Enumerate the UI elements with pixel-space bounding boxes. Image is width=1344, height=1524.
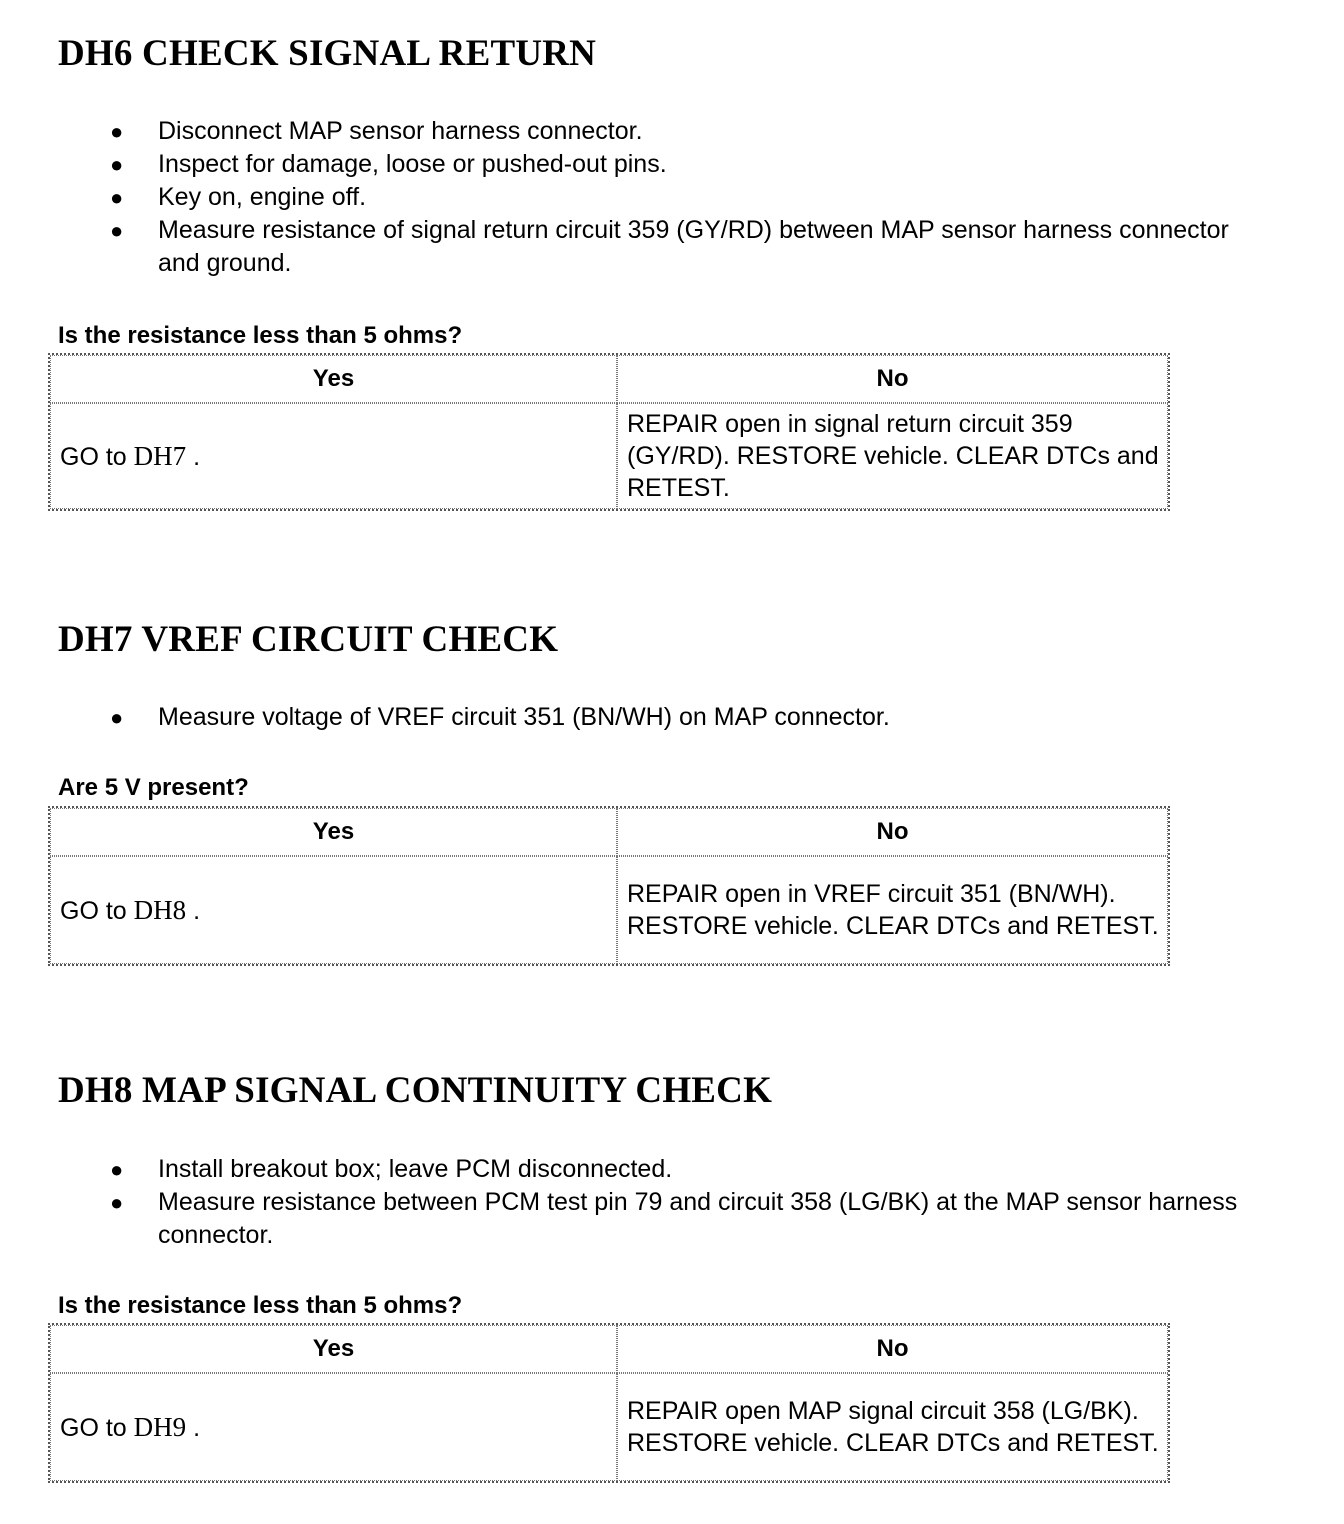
step-text: Measure resistance of signal return circuit 359 (GY/RD) between MAP sensor harness connector and ground. bbox=[158, 216, 1229, 277]
step-list bbox=[0, 1153, 1258, 1252]
goto-prefix: GO to bbox=[60, 442, 127, 471]
goto-link[interactable]: DH9 bbox=[133, 1411, 187, 1442]
step-text: Key on, engine off. bbox=[158, 183, 367, 211]
goto-link[interactable]: DH7 bbox=[133, 440, 187, 471]
goto-prefix: GO to bbox=[60, 1413, 127, 1442]
step-item bbox=[0, 115, 1258, 148]
step-text: Measure resistance between PCM test pin 79 and circuit 358 (LG/BK) at the MAP sensor harness connector. bbox=[158, 1188, 1238, 1249]
bullet-icon: ● bbox=[110, 185, 124, 210]
goto-suffix: . bbox=[193, 442, 201, 471]
bullet-icon: ● bbox=[110, 1190, 124, 1215]
question: Are 5 V present? bbox=[58, 774, 249, 801]
step-item bbox=[0, 1186, 1258, 1252]
no-cell: REPAIR open in signal return circuit 359 (GY/RD). RESTORE vehicle. CLEAR DTCs and RETEST. bbox=[617, 403, 1168, 509]
table-row bbox=[50, 403, 1168, 509]
section-title: DH7 VREF CIRCUIT CHECK bbox=[58, 619, 559, 660]
bullet-icon: ● bbox=[110, 705, 124, 730]
step-text: Inspect for damage, loose or pushed-out pins. bbox=[158, 150, 667, 178]
step-item bbox=[0, 148, 1258, 181]
answer-table bbox=[48, 1323, 1170, 1483]
section-title: DH8 MAP SIGNAL CONTINUITY CHECK bbox=[58, 1070, 773, 1111]
table-row bbox=[50, 1373, 1168, 1481]
bullet-icon: ● bbox=[110, 152, 124, 177]
no-cell: REPAIR open in VREF circuit 351 (BN/WH). RESTORE vehicle. CLEAR DTCs and RETEST. bbox=[617, 856, 1168, 964]
step-text: Measure voltage of VREF circuit 351 (BN/WH) on MAP connector. bbox=[158, 703, 890, 731]
step-text: Install breakout box; leave PCM disconnected. bbox=[158, 1155, 673, 1183]
step-item bbox=[0, 214, 1258, 280]
answer-table bbox=[48, 806, 1170, 966]
bullet-icon: ● bbox=[110, 119, 124, 144]
yes-header: Yes bbox=[50, 1325, 617, 1373]
yes-cell bbox=[50, 403, 617, 509]
yes-cell bbox=[50, 856, 617, 964]
table-header-row bbox=[50, 355, 1168, 403]
goto-suffix: . bbox=[193, 1413, 201, 1442]
step-item bbox=[0, 701, 1258, 734]
table-header-row bbox=[50, 1325, 1168, 1373]
section-title: DH6 CHECK SIGNAL RETURN bbox=[58, 33, 597, 74]
bullet-icon: ● bbox=[110, 1157, 124, 1182]
step-text: Disconnect MAP sensor harness connector. bbox=[158, 117, 643, 145]
answer-table bbox=[48, 353, 1170, 511]
step-list bbox=[0, 701, 1258, 734]
no-header: No bbox=[617, 808, 1168, 856]
question: Is the resistance less than 5 ohms? bbox=[58, 1292, 463, 1319]
yes-cell bbox=[50, 1373, 617, 1481]
goto-link[interactable]: DH8 bbox=[133, 894, 187, 925]
no-header: No bbox=[617, 1325, 1168, 1373]
goto-prefix: GO to bbox=[60, 896, 127, 925]
question: Is the resistance less than 5 ohms? bbox=[58, 322, 463, 349]
step-list bbox=[0, 115, 1258, 280]
yes-header: Yes bbox=[50, 808, 617, 856]
goto-suffix: . bbox=[193, 896, 201, 925]
no-cell: REPAIR open MAP signal circuit 358 (LG/BK). RESTORE vehicle. CLEAR DTCs and RETEST. bbox=[617, 1373, 1168, 1481]
yes-header: Yes bbox=[50, 355, 617, 403]
table-row bbox=[50, 856, 1168, 964]
no-header: No bbox=[617, 355, 1168, 403]
step-item bbox=[0, 181, 1258, 214]
step-item bbox=[0, 1153, 1258, 1186]
table-header-row bbox=[50, 808, 1168, 856]
bullet-icon: ● bbox=[110, 218, 124, 243]
